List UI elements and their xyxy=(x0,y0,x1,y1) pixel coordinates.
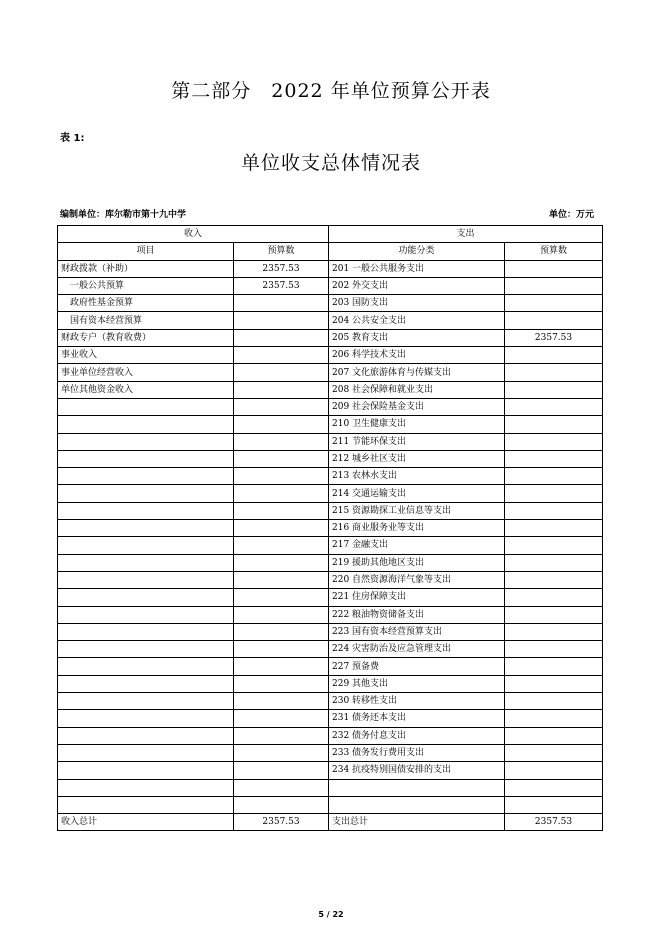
income-value: 2357.53 xyxy=(234,260,329,277)
income-value xyxy=(234,433,329,450)
income-item xyxy=(58,779,234,796)
expense-value xyxy=(505,295,603,312)
expense-category: 215 资源勘探工业信息等支出 xyxy=(329,502,505,519)
table-row xyxy=(58,416,603,433)
income-item: 财政拨款（补助） xyxy=(58,260,234,277)
expense-value xyxy=(505,502,603,519)
income-item xyxy=(58,762,234,779)
table-row xyxy=(58,520,603,537)
expense-category: 205 教育支出 xyxy=(329,329,505,346)
income-value xyxy=(234,347,329,364)
income-value xyxy=(234,623,329,640)
expense-value: 2357.53 xyxy=(505,329,603,346)
expense-category: 204 公共安全支出 xyxy=(329,312,505,329)
income-value xyxy=(234,658,329,675)
expense-category xyxy=(329,779,505,796)
income-value xyxy=(234,744,329,761)
table-row xyxy=(58,675,603,692)
table-row xyxy=(58,329,603,346)
expense-value xyxy=(505,727,603,744)
income-value xyxy=(234,537,329,554)
expense-value xyxy=(505,658,603,675)
income-value xyxy=(234,796,329,813)
income-value xyxy=(234,520,329,537)
budget-header: 预算数 xyxy=(234,243,329,260)
expense-value xyxy=(505,710,603,727)
income-item xyxy=(58,589,234,606)
income-item xyxy=(58,450,234,467)
income-value xyxy=(234,485,329,502)
income-value xyxy=(234,554,329,571)
category-header: 功能分类 xyxy=(329,243,505,260)
table-row xyxy=(58,641,603,658)
income-item xyxy=(58,727,234,744)
table-row xyxy=(58,312,603,329)
expense-value xyxy=(505,347,603,364)
expense-category: 209 社会保险基金支出 xyxy=(329,398,505,415)
table-row xyxy=(58,537,603,554)
expense-value xyxy=(505,398,603,415)
table-row xyxy=(58,744,603,761)
income-header: 收入 xyxy=(58,226,329,243)
income-total-value: 2357.53 xyxy=(234,814,329,831)
income-value xyxy=(234,381,329,398)
budget2-header: 预算数 xyxy=(505,243,603,260)
expense-value xyxy=(505,571,603,588)
income-value xyxy=(234,398,329,415)
expense-total-label: 支出总计 xyxy=(329,814,505,831)
expense-category: 208 社会保障和就业支出 xyxy=(329,381,505,398)
header-row-group xyxy=(58,226,603,243)
income-value xyxy=(234,675,329,692)
expense-category: 232 债务付息支出 xyxy=(329,727,505,744)
table-row xyxy=(58,381,603,398)
expense-value xyxy=(505,450,603,467)
table-row xyxy=(58,762,603,779)
income-value xyxy=(234,468,329,485)
income-value xyxy=(234,641,329,658)
expense-value xyxy=(505,520,603,537)
table-row xyxy=(58,623,603,640)
expense-value xyxy=(505,364,603,381)
page-number: 5 / 22 xyxy=(318,910,344,919)
expense-category: 201 一般公共服务支出 xyxy=(329,260,505,277)
income-item xyxy=(58,554,234,571)
table-row xyxy=(58,468,603,485)
expense-value xyxy=(505,416,603,433)
expense-category: 213 农林水支出 xyxy=(329,468,505,485)
table-row xyxy=(58,398,603,415)
table-row xyxy=(58,450,603,467)
table-row xyxy=(58,295,603,312)
expense-value xyxy=(505,381,603,398)
expense-category: 216 商业服务业等支出 xyxy=(329,520,505,537)
expense-category: 231 债务还本支出 xyxy=(329,710,505,727)
income-item xyxy=(58,641,234,658)
income-value xyxy=(234,710,329,727)
income-item xyxy=(58,744,234,761)
income-value xyxy=(234,606,329,623)
expense-category: 222 粮油物资储备支出 xyxy=(329,606,505,623)
income-item xyxy=(58,416,234,433)
expense-category: 230 转移性支出 xyxy=(329,693,505,710)
expense-category: 234 抗疫特别国债安排的支出 xyxy=(329,762,505,779)
expense-value xyxy=(505,433,603,450)
table-row xyxy=(58,502,603,519)
income-value xyxy=(234,589,329,606)
table-row xyxy=(58,364,603,381)
table-row xyxy=(58,606,603,623)
expense-category: 224 灾害防治及应急管理支出 xyxy=(329,641,505,658)
expense-value xyxy=(505,589,603,606)
table-row xyxy=(58,260,603,277)
expense-category xyxy=(329,796,505,813)
income-item: 国有资本经营预算 xyxy=(58,312,234,329)
income-value xyxy=(234,295,329,312)
table-row xyxy=(58,693,603,710)
income-item: 事业单位经营收入 xyxy=(58,364,234,381)
income-value xyxy=(234,502,329,519)
income-value: 2357.53 xyxy=(234,277,329,294)
table-row xyxy=(58,727,603,744)
expense-category: 210 卫生健康支出 xyxy=(329,416,505,433)
table-row xyxy=(58,571,603,588)
header-row-columns xyxy=(58,243,603,260)
table-body xyxy=(58,260,603,814)
table-row xyxy=(58,554,603,571)
income-item: 政府性基金预算 xyxy=(58,295,234,312)
income-item xyxy=(58,658,234,675)
expense-value xyxy=(505,762,603,779)
expense-category: 223 国有资本经营预算支出 xyxy=(329,623,505,640)
expense-category: 214 交通运输支出 xyxy=(329,485,505,502)
expense-category: 229 其他支出 xyxy=(329,675,505,692)
expense-value xyxy=(505,468,603,485)
expense-category: 220 自然资源海洋气象等支出 xyxy=(329,571,505,588)
expense-value xyxy=(505,641,603,658)
table-row xyxy=(58,796,603,813)
table-row xyxy=(58,589,603,606)
income-value xyxy=(234,727,329,744)
expense-value xyxy=(505,277,603,294)
income-item: 单位其他资金收入 xyxy=(58,381,234,398)
expense-value xyxy=(505,744,603,761)
expense-value xyxy=(505,675,603,692)
table-row xyxy=(58,433,603,450)
income-item xyxy=(58,623,234,640)
income-item xyxy=(58,520,234,537)
expense-category: 219 援助其他地区支出 xyxy=(329,554,505,571)
income-value xyxy=(234,779,329,796)
table-row xyxy=(58,779,603,796)
income-item: 事业收入 xyxy=(58,347,234,364)
expense-value xyxy=(505,537,603,554)
income-value xyxy=(234,364,329,381)
expense-category: 203 国防支出 xyxy=(329,295,505,312)
budget-table xyxy=(57,225,603,831)
expense-header: 支出 xyxy=(329,226,603,243)
table-row xyxy=(58,658,603,675)
expense-value xyxy=(505,485,603,502)
table-row xyxy=(58,277,603,294)
income-value xyxy=(234,693,329,710)
income-item xyxy=(58,710,234,727)
income-item: 财政专户（教育收费） xyxy=(58,329,234,346)
table-row xyxy=(58,710,603,727)
income-item xyxy=(58,675,234,692)
unit-label: 单位：万元 xyxy=(548,210,594,220)
expense-category: 233 债务发行费用支出 xyxy=(329,744,505,761)
table-title: 单位收支总体情况表 xyxy=(240,152,421,174)
expense-category: 207 文化旅游体育与传媒支出 xyxy=(329,364,505,381)
income-item xyxy=(58,433,234,450)
expense-value xyxy=(505,312,603,329)
item-header: 项目 xyxy=(58,243,234,260)
income-value xyxy=(234,762,329,779)
table-row xyxy=(58,485,603,502)
expense-value xyxy=(505,779,603,796)
expense-value xyxy=(505,796,603,813)
income-value xyxy=(234,416,329,433)
total-row xyxy=(58,814,603,831)
income-item xyxy=(58,693,234,710)
income-item: 一般公共预算 xyxy=(58,277,234,294)
table-row xyxy=(58,347,603,364)
page-title: 第二部分 2022 年单位预算公开表 xyxy=(171,80,491,102)
expense-category: 227 预备费 xyxy=(329,658,505,675)
income-item xyxy=(58,537,234,554)
income-item xyxy=(58,606,234,623)
table-label: 表 1: xyxy=(60,133,85,144)
income-value xyxy=(234,571,329,588)
income-item xyxy=(58,502,234,519)
income-value xyxy=(234,329,329,346)
expense-category: 217 金融支出 xyxy=(329,537,505,554)
expense-category: 202 外交支出 xyxy=(329,277,505,294)
expense-value xyxy=(505,260,603,277)
income-value xyxy=(234,312,329,329)
expense-value xyxy=(505,606,603,623)
expense-value xyxy=(505,623,603,640)
expense-value xyxy=(505,693,603,710)
income-item xyxy=(58,398,234,415)
income-value xyxy=(234,450,329,467)
income-item xyxy=(58,485,234,502)
expense-category: 211 节能环保支出 xyxy=(329,433,505,450)
expense-category: 221 住房保障支出 xyxy=(329,589,505,606)
expense-total-value: 2357.53 xyxy=(505,814,603,831)
income-total-label: 收入总计 xyxy=(58,814,234,831)
org-name: 编制单位：库尔勒市第十九中学 xyxy=(60,210,187,220)
expense-value xyxy=(505,554,603,571)
expense-category: 212 城乡社区支出 xyxy=(329,450,505,467)
income-item xyxy=(58,468,234,485)
income-item xyxy=(58,571,234,588)
income-item xyxy=(58,796,234,813)
expense-category: 206 科学技术支出 xyxy=(329,347,505,364)
